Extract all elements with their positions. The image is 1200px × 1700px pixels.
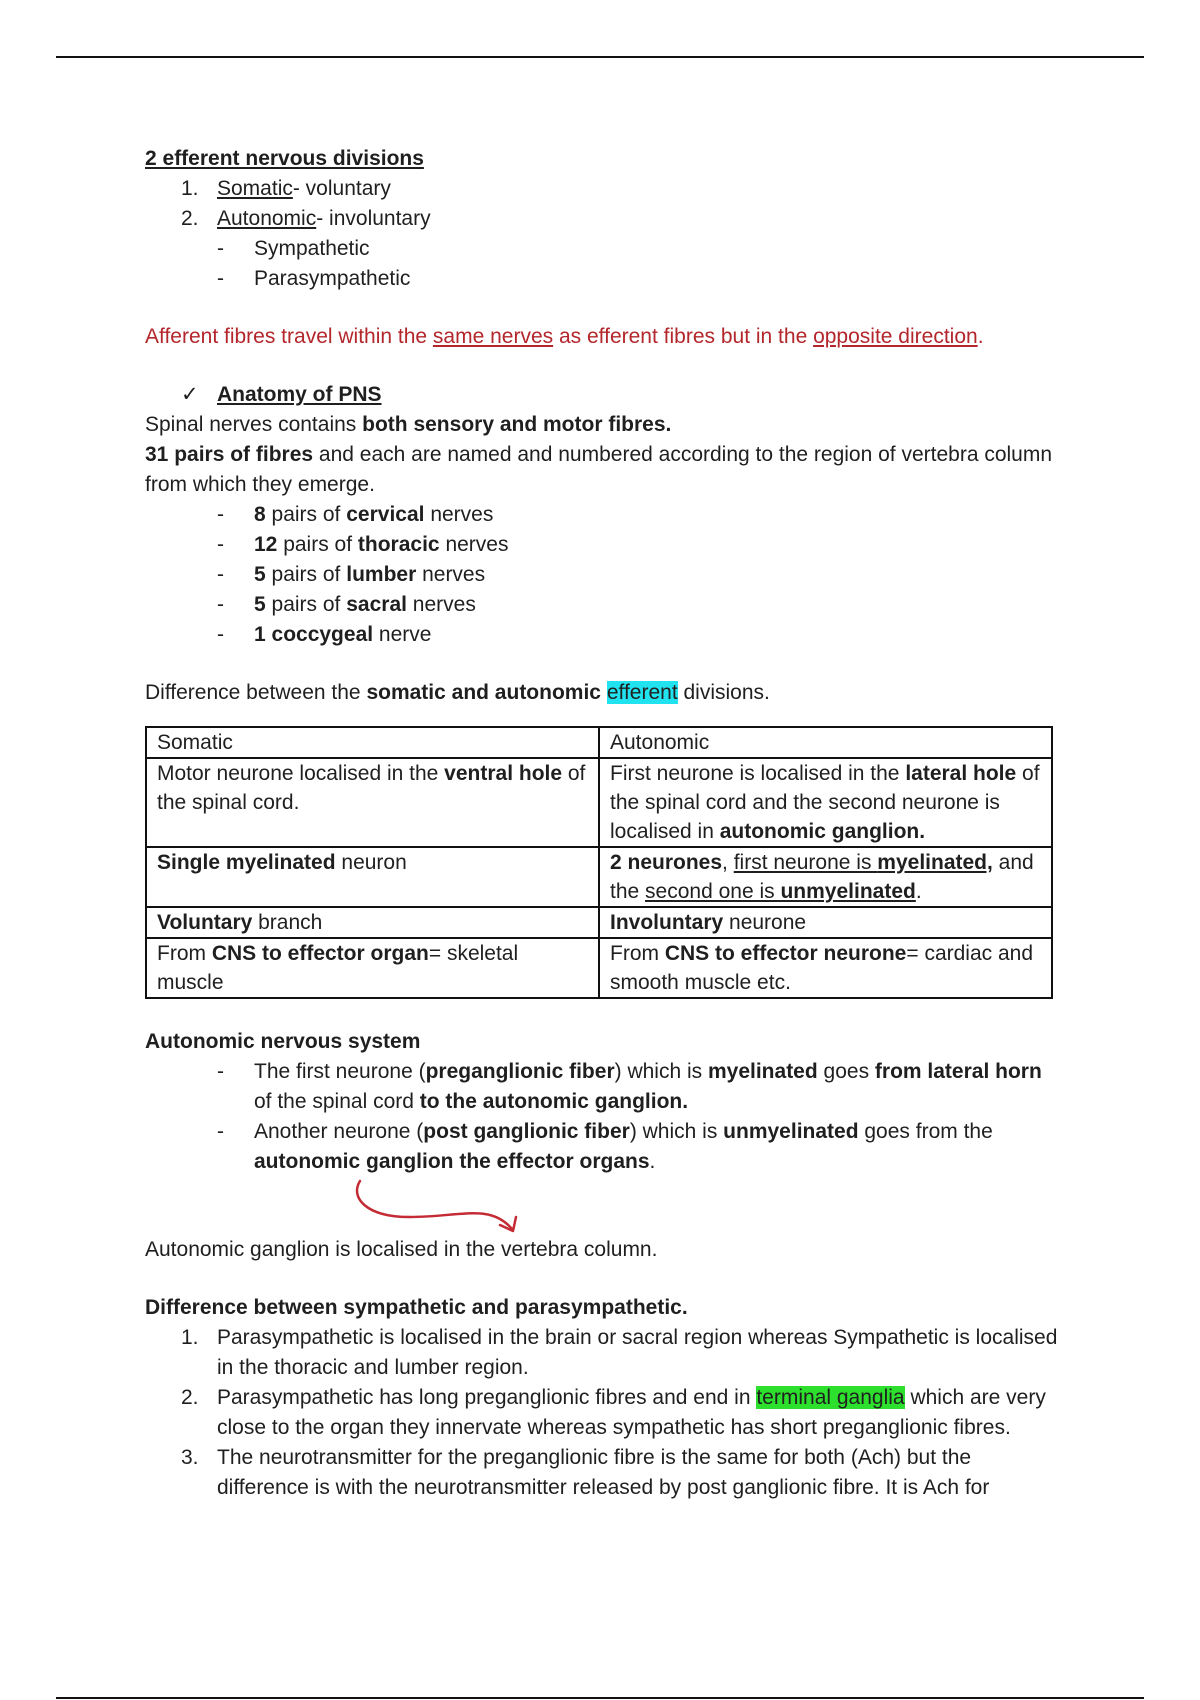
list-item <box>145 1057 1065 1117</box>
annotation-arrow <box>145 1177 1065 1247</box>
note-underline: same nerves <box>432 325 554 348</box>
efferent-list <box>145 174 1065 234</box>
symp-list <box>145 1323 1065 1503</box>
table-row <box>146 847 1052 907</box>
bold-text: post ganglionic fiber <box>423 1120 630 1143</box>
text: Parasympathetic is localised in the brain or sacral region whereas Sympathetic is localised in the thoracic and lumber region. <box>217 1326 1058 1379</box>
text: divisions. <box>677 681 770 704</box>
anatomy-line-1 <box>145 410 1065 440</box>
list-item <box>145 620 1065 650</box>
table-row <box>146 938 1052 998</box>
text: = cardiac and smooth muscle etc. <box>610 942 1034 994</box>
checkmark-icon: ✓ <box>181 383 199 406</box>
dash-marker: - <box>217 1120 224 1143</box>
text: of the spinal cord and the second neurone is localised in <box>610 762 1040 843</box>
anatomy-line-2 <box>145 440 1053 500</box>
bold-text: CNS to effector neurone <box>664 942 907 965</box>
list-item <box>145 530 1065 560</box>
nerve-region: sacral <box>346 593 407 616</box>
bold-text: 31 pairs of fibres <box>145 443 314 466</box>
highlighted-text: efferent <box>606 681 678 704</box>
division-desc: - involuntary <box>316 207 431 230</box>
bold-text: ventral hole <box>444 762 563 785</box>
note-underline: opposite direction <box>813 325 978 348</box>
bold-text: autonomic ganglion the effector organs <box>254 1150 650 1173</box>
list-number: 3. <box>181 1446 199 1469</box>
text: which are very close to the organ they innervate whereas sympathetic has short preganglionic fibres. <box>217 1386 1046 1439</box>
text: pairs of <box>277 533 358 556</box>
bold-text: somatic and autonomic <box>366 681 601 704</box>
text: Difference between the <box>145 681 367 704</box>
nerve-list <box>145 500 1065 650</box>
bottom-rule <box>56 1697 1144 1699</box>
text: = skeletal muscle <box>157 942 519 994</box>
nerve-count: 5 <box>254 593 266 616</box>
list-item <box>145 174 1065 204</box>
text: , <box>722 851 734 874</box>
table-cell <box>146 907 599 938</box>
sub-item: Parasympathetic <box>254 267 411 290</box>
curved-arrow-icon <box>350 1177 530 1247</box>
text: Spinal nerves contains <box>145 413 363 436</box>
sub-item: Sympathetic <box>254 237 370 260</box>
text: nerves <box>406 593 476 616</box>
bold-text: 2 neurones <box>610 851 723 874</box>
table-cell <box>146 758 599 847</box>
bold-text: unmyelinated <box>723 1120 859 1143</box>
text: ) which is <box>614 1060 708 1083</box>
list-item <box>145 560 1065 590</box>
text: The first neurone ( <box>254 1060 426 1083</box>
anatomy-title: Anatomy of PNS <box>217 383 382 406</box>
table-cell <box>599 938 1052 998</box>
division-term: Somatic <box>217 177 293 200</box>
bold-text: Single myelinated <box>157 851 336 874</box>
nerve-region: thoracic <box>357 533 440 556</box>
bold-text: autonomic ganglion. <box>719 820 926 843</box>
division-term: Autonomic <box>217 207 317 230</box>
note-text: Afferent fibres travel within the <box>145 325 433 348</box>
table-header-cell: Autonomic <box>599 727 1052 758</box>
text: pairs of <box>265 503 347 526</box>
bold-text: myelinated <box>707 1060 818 1083</box>
text: of the spinal cord. <box>157 762 586 814</box>
text: Motor neurone localised in the <box>157 762 445 785</box>
text: The neurotransmitter for the preganglionic fibre is the same for both (Ach) but the difference is with the neurotransmitter released by post ganglionic fibre. It is Ach for <box>217 1446 990 1499</box>
text: ) which is <box>629 1120 724 1143</box>
list-number: 1. <box>181 177 199 200</box>
list-number: 2. <box>181 1386 199 1409</box>
bold-text: from lateral horn <box>874 1060 1042 1083</box>
list-item <box>145 1323 1065 1383</box>
list-item <box>145 500 1065 530</box>
text: pairs of <box>265 593 347 616</box>
dash-marker: - <box>217 503 224 526</box>
text: . <box>649 1150 656 1173</box>
ganglion-note: Autonomic ganglion is localised in the vertebra column. <box>145 1238 658 1261</box>
underlined-text <box>734 851 993 874</box>
table-cell <box>599 758 1052 847</box>
nerve-region: lumber <box>346 563 417 586</box>
text: Parasympathetic has long preganglionic fibres and end in <box>217 1386 757 1409</box>
table-cell <box>599 907 1052 938</box>
list-item <box>145 1383 1065 1443</box>
dash-marker: - <box>217 533 224 556</box>
note-text: . <box>977 325 984 348</box>
list-item <box>145 264 1065 294</box>
autonomic-sublist <box>145 234 1065 294</box>
text: first neurone is <box>733 851 878 874</box>
list-item <box>145 1117 1065 1177</box>
text: neuron <box>335 851 407 874</box>
efferent-title: 2 efferent nervous divisions <box>145 147 424 170</box>
anatomy-heading <box>145 380 1065 410</box>
table-header-cell: Somatic <box>146 727 599 758</box>
top-rule <box>56 56 1144 58</box>
bold-text: lateral hole <box>905 762 1017 785</box>
difference-intro <box>145 678 1065 708</box>
bold-text: Voluntary <box>157 911 253 934</box>
list-item <box>145 1443 1065 1503</box>
dash-marker: - <box>217 237 224 260</box>
nerve-count: 12 <box>254 533 278 556</box>
nerve-count: 8 <box>254 503 266 526</box>
table-row <box>146 758 1052 847</box>
dash-marker: - <box>217 623 224 646</box>
comparison-table <box>145 726 1053 999</box>
nerve-count: 1 coccygeal <box>254 623 374 646</box>
afferent-note <box>145 322 1065 352</box>
list-item <box>145 204 1065 234</box>
text: First neurone is localised in the <box>610 762 906 785</box>
text: and the <box>610 851 1034 903</box>
text: . <box>915 880 922 903</box>
table-row <box>146 907 1052 938</box>
list-item <box>145 590 1065 620</box>
table-cell <box>146 938 599 998</box>
text: neurone <box>723 911 807 934</box>
bold-text: both sensory and motor fibres. <box>362 413 672 436</box>
table-row <box>146 727 1052 758</box>
bold-text: to the autonomic ganglion. <box>419 1090 689 1113</box>
text: From <box>610 942 665 965</box>
bold-text: unmyelinated <box>780 880 916 903</box>
highlighted-text: terminal ganglia <box>756 1386 905 1409</box>
underlined-text <box>645 880 916 903</box>
ans-title <box>145 1027 1065 1057</box>
dash-marker: - <box>217 1060 224 1083</box>
text: second one is <box>645 880 781 903</box>
list-item <box>145 234 1065 264</box>
text: goes <box>817 1060 875 1083</box>
text <box>601 681 607 704</box>
note-text: as efferent fibres but in the <box>553 325 814 348</box>
bold-text: Autonomic nervous system <box>145 1030 421 1053</box>
bold-text: preganglionic fiber <box>425 1060 615 1083</box>
text: of the spinal cord <box>254 1090 420 1113</box>
text: From <box>157 942 212 965</box>
text: nerve <box>373 623 432 646</box>
division-desc: - voluntary <box>292 177 391 200</box>
text: pairs of <box>265 563 347 586</box>
list-number: 2. <box>181 207 199 230</box>
table-cell <box>146 847 599 907</box>
bold-text: Difference between sympathetic and parasympathetic. <box>145 1296 688 1319</box>
document-body <box>145 144 1065 1503</box>
symp-title <box>145 1293 1065 1323</box>
dash-marker: - <box>217 267 224 290</box>
dash-marker: - <box>217 593 224 616</box>
table-cell <box>599 847 1052 907</box>
nerve-count: 5 <box>254 563 266 586</box>
bold-text: CNS to effector organ <box>211 942 429 965</box>
bold-text: Involuntary <box>610 911 724 934</box>
text: nerves <box>416 563 486 586</box>
dash-marker: - <box>217 563 224 586</box>
nerve-region: cervical <box>346 503 425 526</box>
text: nerves <box>439 533 509 556</box>
text: goes from the <box>858 1120 993 1143</box>
ans-list <box>145 1057 1065 1177</box>
text: branch <box>252 911 323 934</box>
text: and each are named and numbered according to the region of vertebra column from which they emerge. <box>145 443 1053 496</box>
list-number: 1. <box>181 1326 199 1349</box>
text: Another neurone ( <box>254 1120 424 1143</box>
text: nerves <box>424 503 494 526</box>
bold-text: myelinated, <box>877 851 993 874</box>
